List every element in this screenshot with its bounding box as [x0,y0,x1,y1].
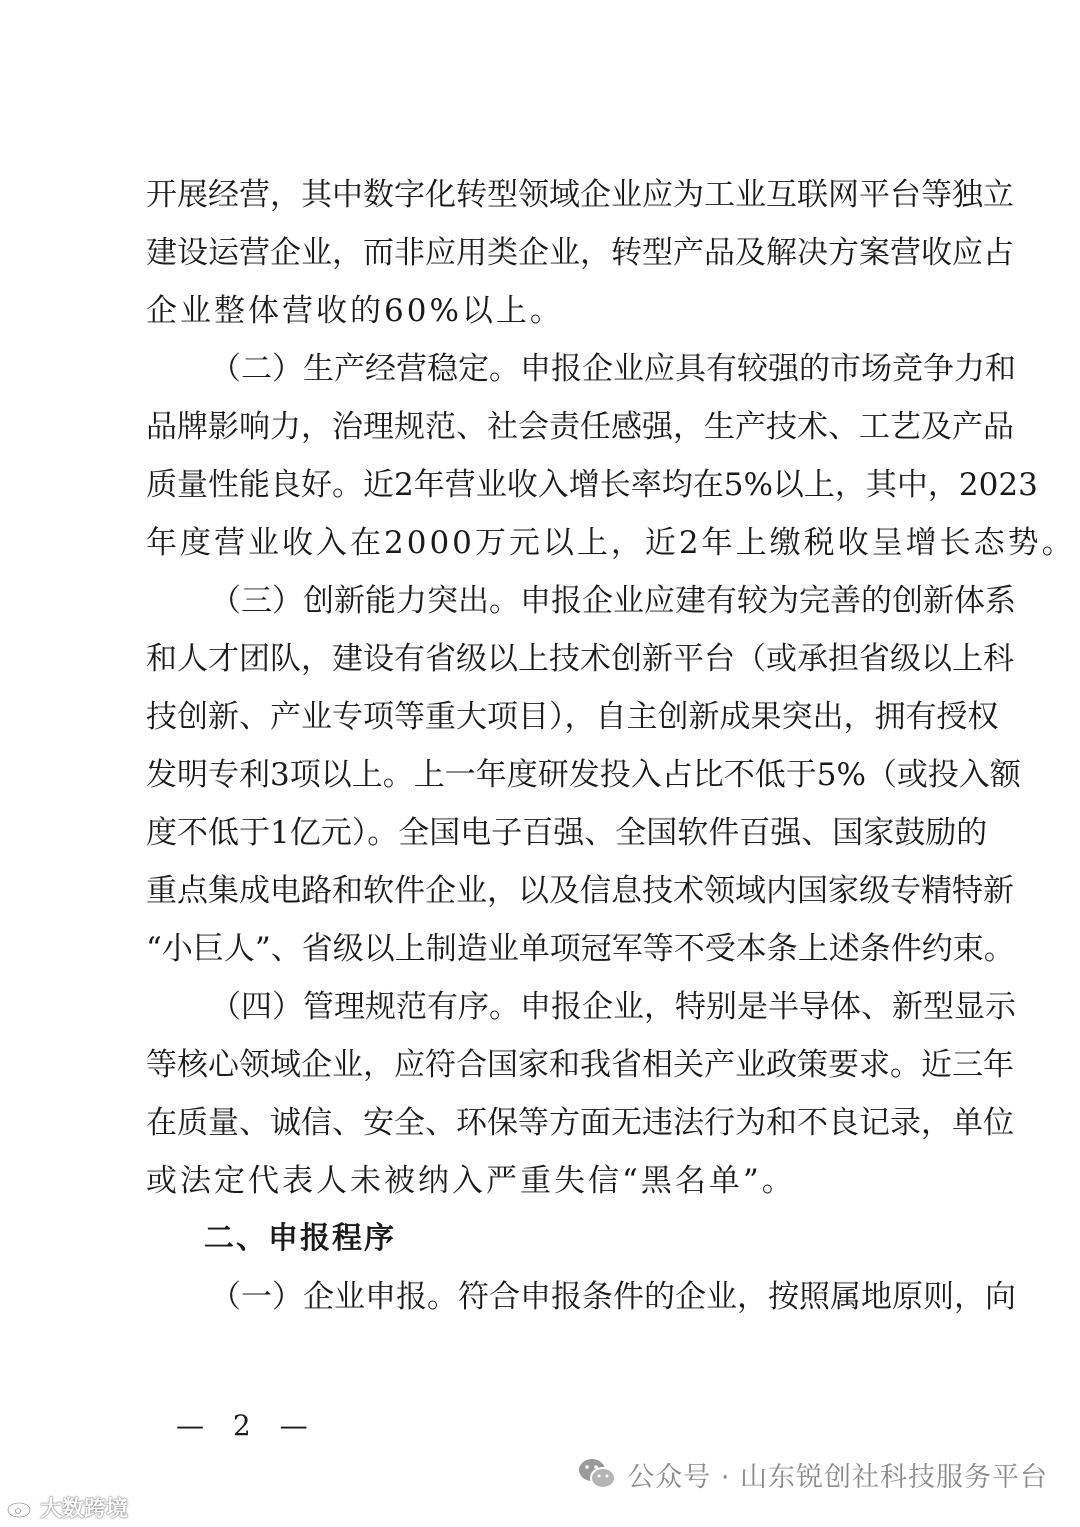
section-heading: 二、申报程序 [204,1221,396,1256]
wechat-watermark [577,1454,1048,1494]
paragraph-3-line-3: 技创新、产业专项等重大项目），自主创新成果突出，拥有授权 [146,699,999,735]
paragraph-3-line-7: “小巨人”、省级以上制造业单项冠军等不受本条上述条件约束。 [146,931,1015,967]
paragraph-5-line-1: （一）企业申报。符合申报条件的企业，按照属地原则，向 [210,1279,1016,1315]
corner-mark [6,1492,128,1522]
paragraph-1-line-1: 开展经营，其中数字化转型领域企业应为工业互联网平台等独立 [146,177,1014,213]
watermark-text: 公众号 · 山东锐创社科技服务平台 [627,1461,1048,1493]
paragraph-1-line-3: 企业整体营收的60%以上。 [146,293,564,329]
paragraph-3-line-1: （三）创新能力突出。申报企业应建有较为完善的创新体系 [210,583,1016,619]
paragraph-2-line-4: 年度营业收入在2000万元以上，近2年上缴税收呈增长态势。 [146,525,1076,561]
paragraph-4-line-1: （四）管理规范有序。申报企业，特别是半导体、新型显示 [210,989,1016,1025]
paragraph-3-line-5: 度不低于1亿元）。全国电子百强、全国软件百强、国家鼓励的 [146,815,988,851]
corner-mark-text: 大数跨境 [40,1496,129,1522]
paragraph-3-line-2: 和人才团队，建设有省级以上技术创新平台（或承担省级以上科 [146,641,1014,677]
paragraph-1-line-2: 建设运营企业，而非应用类企业，转型产品及解决方案营收应占 [146,235,1014,271]
paragraph-3-line-4: 发明专利3项以上。上一年度研发投入占比不低于5%（或投入额 [146,757,1021,793]
wechat-icon [577,1457,617,1491]
page-number: — 2 — [176,1409,318,1442]
weibo-icon [6,1495,36,1519]
paragraph-2-line-2: 品牌影响力，治理规范、社会责任感强，生产技术、工艺及产品 [146,409,1014,445]
paragraph-2-line-1: （二）生产经营稳定。申报企业应具有较强的市场竞争力和 [210,351,1016,387]
paragraph-3-line-6: 重点集成电路和软件企业，以及信息技术领域内国家级专精特新 [146,873,1014,909]
paragraph-4-line-2: 等核心领域企业，应符合国家和我省相关产业政策要求。近三年 [146,1047,1014,1083]
paragraph-4-line-4: 或法定代表人未被纳入严重失信“黑名单”。 [146,1163,796,1199]
paragraph-4-line-3: 在质量、诚信、安全、环保等方面无违法行为和不良记录，单位 [146,1105,1014,1141]
paragraph-2-line-3: 质量性能良好。近2年营业收入增长率均在5%以上，其中，2023 [146,467,1038,503]
